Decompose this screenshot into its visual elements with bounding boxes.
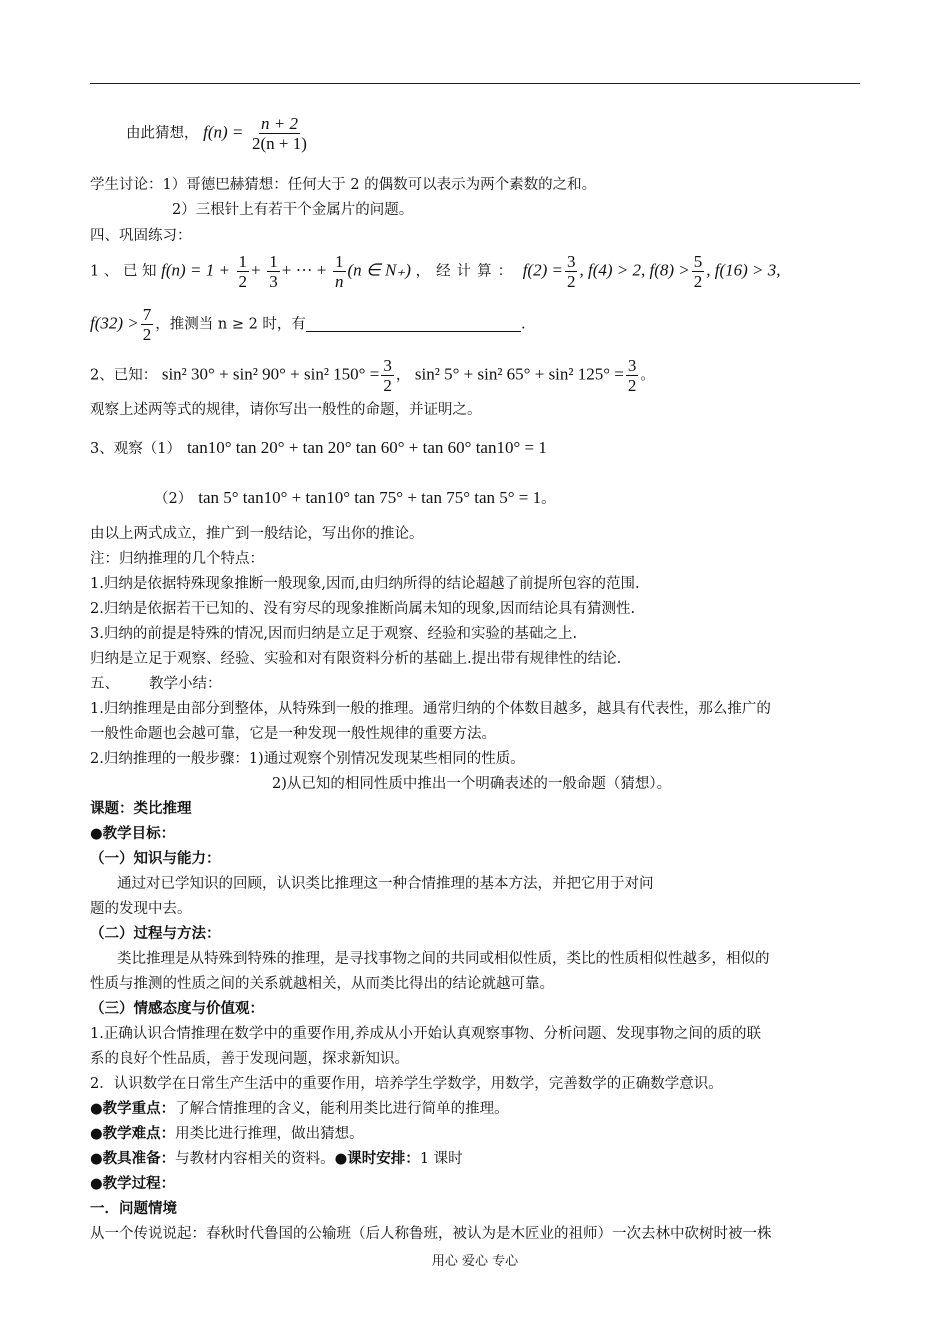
section-5-heading: 五、 教学小结：	[90, 676, 222, 692]
ex2-frac-2: $\frac{3}{2}$	[627, 356, 637, 395]
guess-lhs: f(n) =	[203, 122, 244, 142]
guess-label: 由此猜想，	[126, 125, 199, 142]
knowledge-text: 通过对已学知识的回顾，认识类比推理这一种合情推理的基本方法，并把它用于对问	[117, 876, 654, 892]
materials: ●教具准备：与教材内容相关的资料。●课时安排：1 课时	[90, 1151, 463, 1167]
exercise-1-line-1: 1 、 已 知 f(n) = 1 + $\frac{1}{2}$ + $\frac{1}{3}$ + ··· + $\frac{1}{n}$ (n ∈ N₊) ，经计算： f(2) = $\frac{3}{2}$ , f(4) > 2, f(8) > $\frac{5}{2}$ , f(16) > 3,	[90, 252, 781, 291]
attitude-text: 2．认识数学在日常生产生活中的重要作用，培养学生学数学，用数学，完善数学的正确数学意识。	[90, 1076, 723, 1092]
process-heading: （二）过程与方法：	[90, 926, 221, 942]
note-line: 注：归纳推理的几个特点：	[90, 551, 264, 567]
discussion-1: 学生讨论：1）哥德巴赫猜想：任何大于 2 的偶数可以表示为两个素数的之和。	[90, 177, 597, 193]
answer-blank[interactable]	[306, 317, 521, 332]
guess-fraction: $\frac{n + 2}{2(n + 1)}$	[252, 114, 307, 153]
ex1-expr: f(n) = 1 +	[161, 260, 230, 280]
ex1-prefix: 1 、 已 知	[90, 263, 157, 280]
exercise-1-line-2: f(32) > $\frac{7}{2}$ ，推测当 n ≥ 2 时，有 .	[90, 305, 526, 344]
ex1-frac-2: $\frac{1}{3}$	[269, 252, 278, 291]
section-4-heading: 四、巩固练习：	[90, 228, 192, 244]
note-line: 1.归纳是依据特殊现象推断一般现象,因而,由归纳所得的结论超越了前提所包容的范围.	[90, 576, 640, 592]
ex1-frac-1: $\frac{1}{2}$	[238, 252, 248, 291]
ex2-frac-1: $\frac{3}{2}$	[383, 356, 392, 395]
exercise-3-line-1: 3、观察（1） tan10° tan 20° + tan 20° tan 60° + tan 60° tan10° = 1	[90, 438, 547, 457]
lesson-title: 课题：类比推理	[90, 801, 192, 817]
header-rule	[90, 83, 860, 84]
exercise-2-line: 2、已知： sin² 30° + sin² 90° + sin² 150° = $\frac{3}{2}$ ， sin² 5° + sin² 65° + sin² 125° = $\frac{3}{2}$ 。	[90, 356, 655, 395]
attitude-heading: （三）情感态度与价值观：	[90, 1001, 264, 1017]
knowledge-heading: （一）知识与能力：	[90, 851, 221, 867]
process-title: ●教学过程：	[90, 1176, 176, 1192]
difficulty: ●教学难点：用类比进行推理，做出猜想。	[90, 1126, 364, 1142]
summary-line: 2)从已知的相同性质中推出一个明确表述的一般命题（猜想）。	[272, 776, 672, 792]
discussion-2: 2）三根针上有若干个金属片的问题。	[172, 202, 414, 218]
situation-heading: 一．问题情境	[90, 1201, 177, 1217]
process-text: 类比推理是从特殊到特殊的推理，是寻找事物之间的共同或相似性质，类比的性质相似性越多，相似的	[117, 951, 770, 967]
page-footer: 用心 爱心 专心	[431, 1254, 519, 1269]
attitude-text: 系的良好个性品质，善于发现问题，探求新知识。	[90, 1051, 409, 1067]
goal-heading: ●教学目标：	[90, 826, 176, 842]
summary-line: 一般性命题也会越可靠，它是一种发现一般性规律的重要方法。	[90, 726, 496, 742]
exercise-3-line-2: （2） tan 5° tan10° + tan10° tan 75° + tan 75° tan 5° = 1。	[154, 488, 556, 507]
summary-line: 1.归纳推理是由部分到整体，从特殊到一般的推理。通常归纳的个体数目越多，越具有代表性，那么推广的	[90, 701, 771, 717]
process-text: 性质与推测的性质之间的关系就越相关，从而类比得出的结论就越可靠。	[90, 976, 554, 992]
knowledge-text: 题的发现中去。	[90, 901, 192, 917]
ex1-frac-3: $\frac{1}{n}$	[335, 252, 344, 291]
summary-line: 2.归纳推理的一般步骤：1)通过观察个别情况发现某些相同的性质。	[90, 751, 525, 767]
attitude-text: 1.正确认识合情推理在数学中的重要作用,养成从小开始认真观察事物、分析问题、发现事物之间的质的联	[90, 1026, 761, 1042]
note-line: 2.归纳是依据若干已知的、没有穷尽的现象推断尚属未知的现象,因而结论具有猜测性.	[90, 601, 636, 617]
note-line: 归纳是立足于观察、经验、实验和对有限资料分析的基础上.提出带有规律性的结论.	[90, 651, 622, 667]
ex1-frac-r1: $\frac{3}{2}$	[566, 252, 576, 291]
note-line: 3.归纳的前提是特殊的情况,因而归纳是立足于观察、经验和实验的基础之上.	[90, 626, 578, 642]
ex1-frac-l2: $\frac{7}{2}$	[142, 305, 152, 344]
guess-line	[126, 114, 311, 153]
exercise-3-note: 由以上两式成立，推广到一般结论，写出你的推论。	[90, 526, 424, 542]
key-point: ●教学重点：了解合情推理的含义，能利用类比进行简单的推理。	[90, 1101, 509, 1117]
exercise-2-note: 观察上述两等式的规律，请你写出一般性的命题，并证明之。	[90, 402, 482, 418]
story-text: 从一个传说说起：春秋时代鲁国的公输班（后人称鲁班，被认为是木匠业的祖师）一次去林中砍树时被一株	[90, 1226, 772, 1242]
ex1-frac-r2: $\frac{5}{2}$	[693, 252, 703, 291]
